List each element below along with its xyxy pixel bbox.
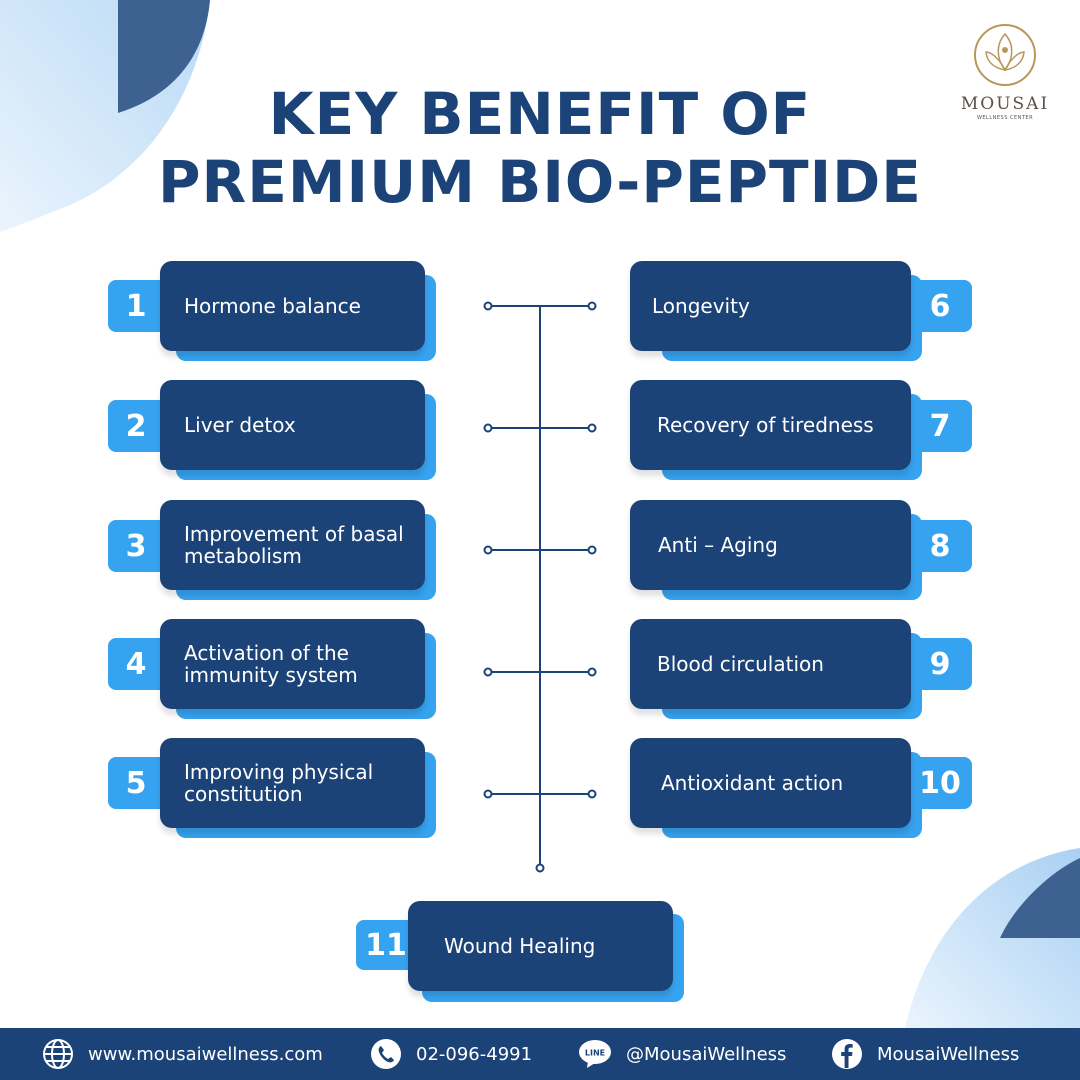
benefit-card xyxy=(160,619,425,709)
facebook-icon xyxy=(831,1038,863,1070)
svg-text:LINE: LINE xyxy=(584,1048,606,1058)
footer-phone[interactable] xyxy=(370,1028,532,1080)
benefit-card xyxy=(408,901,673,991)
benefit-text: Activation of the immunity system xyxy=(184,641,358,687)
footer-line[interactable] xyxy=(578,1028,786,1080)
website-text: www.mousaiwellness.com xyxy=(88,1043,323,1065)
benefit-card xyxy=(160,500,425,590)
benefit-text: Hormone balance xyxy=(184,294,361,318)
line-icon xyxy=(578,1038,612,1070)
benefit-text: Blood circulation xyxy=(657,652,824,676)
footer-website[interactable] xyxy=(42,1028,323,1080)
footer-facebook[interactable] xyxy=(831,1028,1019,1080)
benefit-number: 1 xyxy=(108,280,164,332)
benefit-number: 2 xyxy=(108,400,164,452)
benefit-text: Improvement of basal metabolism xyxy=(184,522,404,568)
benefit-text: Liver detox xyxy=(184,413,296,437)
benefit-text: Longevity xyxy=(652,294,750,318)
benefit-number: 8 xyxy=(908,520,972,572)
logo-name: MOUSAI xyxy=(960,94,1050,114)
benefit-text: Antioxidant action xyxy=(661,771,844,795)
benefit-number: 6 xyxy=(908,280,972,332)
phone-icon xyxy=(370,1038,402,1070)
benefit-card xyxy=(160,261,425,351)
benefit-card xyxy=(630,380,911,470)
benefit-number: 5 xyxy=(108,757,164,809)
logo-subtitle: WELLNESS CENTER xyxy=(976,115,1034,121)
benefit-card xyxy=(630,261,911,351)
benefit-number: 11 xyxy=(356,920,416,970)
line-text: @MousaiWellness xyxy=(626,1043,787,1065)
title-line-1: KEY BENEFIT OF xyxy=(268,80,812,148)
facebook-text: MousaiWellness xyxy=(877,1043,1020,1065)
benefit-number: 4 xyxy=(108,638,164,690)
benefit-text: Anti – Aging xyxy=(658,533,778,557)
benefit-text: Recovery of tiredness xyxy=(657,413,874,437)
phone-text: 02-096-4991 xyxy=(416,1043,533,1065)
benefit-number: 10 xyxy=(908,757,972,809)
benefit-text: Improving physical constitution xyxy=(184,760,374,806)
benefit-number: 9 xyxy=(908,638,972,690)
benefit-number: 3 xyxy=(108,520,164,572)
benefit-card xyxy=(630,738,911,828)
benefit-card xyxy=(160,380,425,470)
globe-icon xyxy=(42,1038,74,1070)
benefit-card xyxy=(630,619,911,709)
benefit-card xyxy=(160,738,425,828)
benefit-number: 7 xyxy=(908,400,972,452)
title-line-2: PREMIUM BIO-PEPTIDE xyxy=(158,148,922,216)
benefit-card xyxy=(630,500,911,590)
benefit-text: Wound Healing xyxy=(444,934,596,958)
contact-footer xyxy=(0,1028,1080,1080)
